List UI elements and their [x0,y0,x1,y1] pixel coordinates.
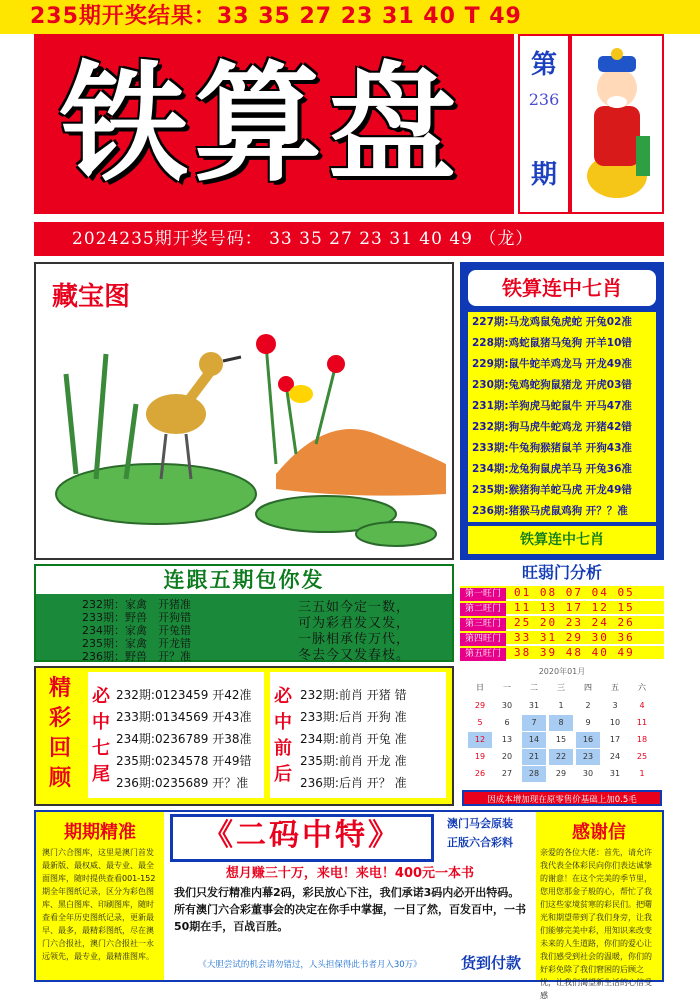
calendar-day: 29 [474,701,486,710]
calendar-title: 2020年01月 [538,667,586,676]
poem-line: 三五如今定一数， [298,600,411,615]
calendar-day: 1 [639,769,645,778]
tail-label: 必中七尾 [92,686,110,785]
list-item: 236期:后肖 开？ 准 [300,776,407,790]
door-numbers: 11 13 17 12 15 [514,601,635,614]
door-numbers: 38 39 48 40 49 [514,646,635,659]
calendar-day: 7 [522,715,546,731]
calendar-weekday: 四 [584,683,592,692]
list-item: 235期:0234578 开49错 [116,754,252,768]
tail-box [88,672,264,798]
list-item: 230期:兔鸡蛇狗鼠猪龙 开虎03错 [472,379,632,391]
calendar-day: 27 [501,769,513,778]
calendar-day: 10 [609,718,621,727]
banner-headline: 《二码中特》 [170,814,434,862]
calendar-weekday: 五 [611,683,619,692]
front-back-box [270,672,446,798]
door-numbers: 33 31 29 30 36 [514,631,635,644]
issue-suffix: 期 [530,160,557,190]
list-item: 234期:0236789 开38准 [116,732,252,746]
calendar-day: 14 [522,732,546,748]
calendar-day: 26 [474,769,486,778]
door-analysis-panel [460,562,664,662]
front-back-label: 必中前后 [274,686,292,785]
left-title: 期期精准 [64,822,136,843]
list-item: 234期:龙兔狗鼠虎羊马 开兔36准 [472,463,632,475]
calendar-day: 1 [558,701,564,710]
review-panel [34,666,454,806]
five-issue-body [36,594,452,663]
thanks-text: 亲爱的各位大佬：首先，请允许我代表全体彩民向你们表达诚挚的谢意！在这个完美的季节里，您用您那金子般的心，帮忙了我们这些家境贫寒的彩民们。把曙光和期望带到了我们身旁，让我们能够完美中彩，用知识来改变未来的人生道路，你们的爱心让我们感受到社会的温暖，你们的好彩免除了我们窘困的后顾之忧，让我们渴望新生活的心信受感 [540,848,652,1000]
right-column [536,812,662,1000]
door-row [460,646,664,659]
calendar-day: 12 [468,732,492,748]
calendar-day: 19 [474,752,486,761]
door-row [460,601,664,614]
seven-zodiac-list [468,312,656,522]
calendar-day: 17 [609,735,621,744]
calendar-day: 22 [549,749,573,765]
calendar-day: 20 [501,752,513,761]
calendar-day: 8 [549,715,573,731]
calendar-day: 18 [636,735,648,744]
list-item: 227期:马龙鸡鼠兔虎蛇 开兔02准 [472,316,632,328]
left-text: 澳门六合图库，这里是澳门首发最新版、最权威、最专业、最全面图库，随时提供查看001-152期全年图纸记录，区分为彩色图库、黑白图库、印刷图库，随时查看全年历史图纸记录，更新最早、最多，最精彩图纸，尽在澳门六合报社，澳门六合报社一永远领先，最专业，最精准图库。 [42,848,156,961]
list-item: 234期:前肖 开兔 准 [300,732,407,746]
list-item: 233期:0134569 开43准 [116,710,252,724]
previous-draw-bar: 2024235期开奖号码： 33 35 27 23 31 40 49 （龙） [34,222,664,256]
list-item: 233期:牛兔狗猴猪鼠羊 开狗43准 [472,442,632,454]
previous-result-banner: 235期开奖结果：33 35 27 23 31 40 T 49 [0,0,700,34]
issue-prefix: 第 [530,50,557,80]
door-label: 第一旺门 [460,588,506,601]
list-item: 236期:猪猴马虎鼠鸡狗 开？？准 [472,505,628,517]
poem-line: 冬去今又发春枝。 [298,648,411,663]
calendar-day: 3 [612,701,618,710]
five-issue-panel [34,564,454,662]
door-row [460,631,664,644]
calendar-day: 6 [504,718,510,727]
calendar-weekday: 日 [476,683,484,692]
banner-text: 我们只发行精准内幕2码，彩民放心下注，我们承诺3码内必开出特码。所有澳门六合彩董事会的决定在你手中掌握，一目了然，百发百中，一书50期在手，百战百胜。 [174,886,526,933]
issue-number-box [518,34,570,214]
door-numbers: 01 08 07 04 05 [514,586,635,599]
issue-number: 236 [528,90,560,109]
list-item: 236期：野兽 开？准 [82,650,191,663]
door-label: 第五旺门 [460,648,506,661]
list-item: 233期：野兽 开狗错 [82,611,191,624]
calendar-day: 4 [639,701,645,710]
treasure-title: 藏宝图 [52,282,131,312]
bird-lotus-illustration [36,264,452,558]
calendar-weekday: 三 [557,683,565,692]
five-issue-title: 连跟五期包你发 [36,566,452,594]
door-label: 第四旺门 [460,633,506,646]
fortune-god-image [570,34,664,214]
calendar-day: 30 [501,701,513,710]
list-item: 232期:前肖 开猪 错 [300,688,407,702]
list-item: 236期:0235689 开？准 [116,776,249,790]
list-item: 231期:羊狗虎马蛇鼠牛 开马47准 [472,400,632,412]
door-row [460,616,664,629]
review-label: 精彩回顾 [48,676,71,791]
poem-line: 可为彩君发又发， [298,616,411,631]
list-item: 235期:前肖 开龙 准 [300,754,407,768]
list-item: 235期：家禽 开龙错 [82,637,191,650]
list-item: 233期:后肖 开狗 准 [300,710,407,724]
calendar-day: 29 [555,769,567,778]
calendar-day: 21 [522,749,546,765]
list-item: 229期:鼠牛蛇羊鸡龙马 开龙49准 [472,358,632,370]
door-numbers: 25 20 23 24 26 [514,616,635,629]
calendar-panel [460,666,664,786]
door-label: 第二旺门 [460,603,506,616]
calendar-day: 28 [522,766,546,782]
calendar-day: 25 [636,752,648,761]
banner-side [432,814,528,852]
price-note: 因成本增加现在原零售价基础上加0.5毛 [462,790,662,806]
seven-zodiac-title: 铁算连中七肖 [468,270,656,306]
calendar-day: 30 [582,769,594,778]
seven-zodiac-footer: 铁算连中七肖 [468,526,656,554]
door-analysis-title: 旺弱门分析 [521,563,602,582]
banner-subline: 想月赚三十万，来电！来电！400元一本书 [225,866,475,881]
door-label: 第三旺门 [460,618,506,631]
calendar-day: 9 [585,718,591,727]
thanks-title: 感谢信 [572,822,626,843]
calendar-day: 31 [528,701,540,710]
calendar-day: 24 [609,752,621,761]
list-item: 232期:0123459 开42准 [116,688,252,702]
seven-zodiac-panel [460,262,664,560]
list-item: 234期：家禽 开兔错 [82,624,191,637]
calendar-weekday: 六 [638,683,646,692]
list-item: 232期：家禽 开猪准 [82,598,191,611]
calendar-weekday: 二 [530,683,538,692]
calendar-day: 13 [501,735,513,744]
list-item: 232期:狗马虎牛蛇鸡龙 开猪42错 [472,421,632,433]
calendar-day: 11 [636,718,648,727]
list-item: 235期:猴猪狗羊蛇马虎 开龙49错 [472,484,632,496]
calendar-weekday: 一 [503,683,511,692]
calendar-day: 15 [555,735,567,744]
calendar-day: 23 [576,749,600,765]
banner-side-line: 正版六合彩料 [447,836,513,849]
banner-side-line: 澳门马会原装 [447,817,513,830]
calendar-day: 5 [477,718,483,727]
poem-line: 一脉相承传万代， [298,632,411,647]
treasure-picture-panel [34,262,454,560]
door-row [460,586,664,599]
calendar-day: 16 [576,732,600,748]
left-column [36,812,164,980]
list-item: 228期:鸡蛇鼠猪马兔狗 开羊10错 [472,337,632,349]
calendar-day: 2 [585,701,591,710]
masthead-title: 铁算盘 [60,50,463,199]
cash-on-delivery: 货到付款 [460,954,521,972]
banner-footnote: 《大胆尝试的机会请勿错过，人头担保得此书者月入30万》 [198,960,422,970]
fortune-god-icon [572,36,662,212]
center-column [170,812,530,980]
calendar-day: 31 [609,769,621,778]
